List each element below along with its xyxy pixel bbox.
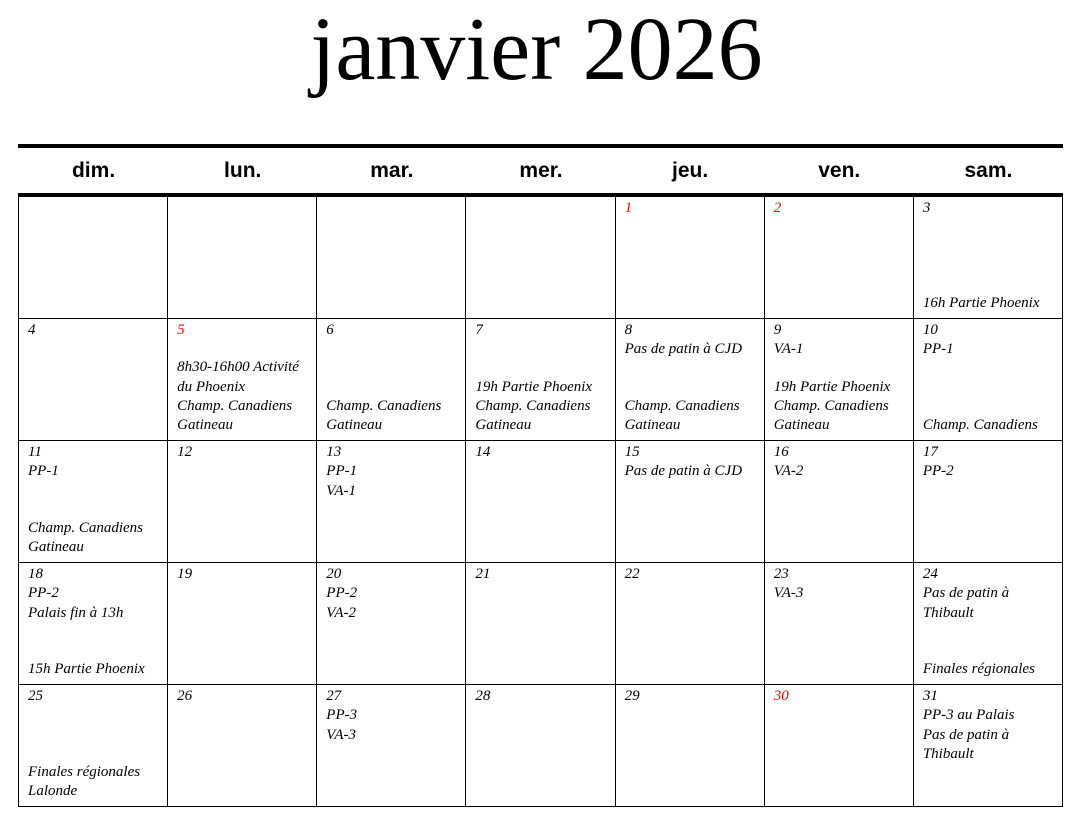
day-cell-12: [168, 441, 317, 563]
day-bottom-notes: [326, 397, 462, 436]
day-bottom-notes: [28, 763, 164, 802]
day-number: 24: [922, 566, 938, 582]
day-cell-14: [466, 441, 615, 563]
event-line: VA-1: [773, 341, 804, 358]
event-line: Gatineau: [475, 417, 532, 434]
day-top-notes: [177, 443, 313, 462]
weekday-friday: ven.: [818, 159, 861, 182]
day-number: 14: [475, 444, 491, 460]
day-number: 25: [28, 688, 43, 704]
event-line: 15h Partie Phoenix: [28, 661, 145, 678]
event-line: Pas de patin à CJD: [624, 463, 743, 480]
empty-day-cell: [317, 197, 466, 319]
day-top-notes: [625, 443, 761, 482]
day-number: 23: [773, 566, 789, 582]
event-line: 16h Partie Phoenix: [922, 295, 1040, 312]
day-cell-1: [616, 197, 765, 319]
event-line: VA-2: [326, 604, 356, 621]
day-top-notes: [475, 321, 611, 340]
day-bottom-notes: [923, 294, 1059, 313]
day-number: 19: [177, 566, 193, 582]
day-number: 18: [28, 566, 43, 582]
event-line: Finales régionales: [28, 763, 141, 780]
weekday-tuesday: mar.: [370, 159, 414, 182]
day-cell-2: [765, 197, 914, 319]
event-line: Pas de patin à: [922, 726, 1010, 743]
day-top-notes: [923, 321, 1059, 360]
day-number: 29: [624, 688, 640, 704]
event-line: Champ. Canadiens: [922, 417, 1038, 434]
event-line: Finales régionales: [922, 661, 1035, 678]
day-top-notes: [923, 687, 1059, 764]
day-number: 27: [326, 688, 342, 704]
day-number: 16: [773, 444, 789, 460]
day-number: 17: [922, 444, 938, 460]
day-top-notes: [326, 565, 462, 623]
day-cell-18: [19, 563, 168, 685]
day-number: 26: [177, 688, 193, 704]
day-cell-28: [466, 685, 615, 807]
day-top-notes: [475, 565, 611, 584]
event-line: Gatineau: [773, 417, 830, 434]
event-line: VA-2: [773, 463, 804, 480]
day-top-notes: [625, 321, 761, 360]
day-cell-3: [914, 197, 1063, 319]
event-line: Pas de patin à CJD: [624, 341, 743, 358]
day-number: 15: [624, 444, 640, 460]
day-bottom-notes: [475, 378, 611, 436]
day-bottom-notes: [923, 416, 1059, 435]
day-number: 30: [773, 688, 789, 704]
day-top-notes: [923, 565, 1059, 623]
event-line: 19h Partie Phoenix: [475, 378, 593, 395]
day-cell-11: [19, 441, 168, 563]
day-cell-6: [317, 319, 466, 441]
weekday-header-row: [19, 148, 1063, 193]
day-top-notes: [177, 565, 313, 584]
day-cell-10: [914, 319, 1063, 441]
day-cell-9: [765, 319, 914, 441]
event-line: VA-3: [773, 585, 804, 602]
day-top-notes: [774, 687, 910, 706]
day-cell-26: [168, 685, 317, 807]
event-line: 19h Partie Phoenix: [773, 378, 891, 395]
event-line: VA-3: [326, 726, 356, 743]
day-top-notes: [774, 443, 910, 482]
day-cell-27: [317, 685, 466, 807]
day-number: 31: [922, 688, 938, 704]
day-number: 22: [624, 566, 640, 582]
event-line: Gatineau: [326, 417, 383, 434]
day-cell-15: [616, 441, 765, 563]
day-bottom-notes: [177, 358, 313, 435]
weekday-thursday: jeu.: [672, 159, 709, 182]
event-line: PP-1: [326, 463, 358, 480]
event-line: Palais fin à 13h: [28, 604, 124, 621]
day-cell-24: [914, 563, 1063, 685]
day-cell-31: [914, 685, 1063, 807]
day-number: 1: [624, 200, 633, 216]
day-number: 5: [177, 322, 185, 338]
event-line: PP-2: [326, 585, 358, 602]
day-number: 3: [922, 200, 931, 216]
day-top-notes: [475, 687, 611, 706]
day-top-notes: [923, 443, 1059, 482]
calendar-grid: [18, 197, 1063, 807]
day-top-notes: [28, 443, 164, 482]
weekday-saturday: sam.: [964, 159, 1013, 182]
event-line: PP-2: [28, 585, 59, 602]
event-line: Gatineau: [28, 539, 84, 556]
day-bottom-notes: [28, 519, 164, 558]
day-cell-8: [616, 319, 765, 441]
day-number: 7: [475, 322, 483, 338]
event-line: Gatineau: [624, 417, 681, 434]
day-cell-30: [765, 685, 914, 807]
day-cell-22: [616, 563, 765, 685]
weekday-wednesday: mer.: [519, 159, 563, 182]
day-top-notes: [625, 687, 761, 706]
day-top-notes: [326, 321, 462, 340]
event-line: Champ. Canadiens: [624, 397, 740, 414]
event-line: 8h30-16h00 Activité: [177, 359, 299, 376]
weekday-sunday: dim.: [71, 159, 116, 182]
day-number: 13: [326, 444, 342, 460]
day-top-notes: [177, 321, 313, 340]
event-line: Gatineau: [177, 417, 233, 434]
event-line: Thibault: [922, 604, 974, 621]
day-number: 8: [624, 322, 633, 338]
day-cell-7: [466, 319, 615, 441]
day-cell-25: [19, 685, 168, 807]
day-cell-29: [616, 685, 765, 807]
day-number: 4: [28, 322, 36, 338]
event-line: Champ. Canadiens: [177, 397, 293, 414]
event-line: PP-3: [326, 707, 358, 724]
day-top-notes: [28, 565, 164, 623]
event-line: PP-3 au Palais: [922, 707, 1015, 724]
calendar-title: janvier 2026: [310, 0, 763, 99]
event-line: Champ. Canadiens: [28, 519, 144, 536]
day-number: 11: [28, 444, 42, 460]
day-top-notes: [625, 199, 761, 218]
day-number: 20: [326, 566, 342, 582]
day-cell-20: [317, 563, 466, 685]
empty-day-cell: [466, 197, 615, 319]
event-line: Champ. Canadiens: [326, 397, 442, 414]
event-line: PP-2: [922, 463, 954, 480]
day-number: 10: [922, 322, 938, 338]
day-top-notes: [28, 321, 164, 340]
day-cell-16: [765, 441, 914, 563]
event-line: Champ. Canadiens: [773, 397, 889, 414]
day-number: 2: [773, 200, 782, 216]
day-bottom-notes: [774, 378, 910, 436]
day-bottom-notes: [923, 660, 1059, 679]
day-cell-23: [765, 563, 914, 685]
day-cell-5: [168, 319, 317, 441]
event-line: PP-1: [922, 341, 954, 358]
empty-day-cell: [19, 197, 168, 319]
weekday-monday: lun.: [224, 159, 262, 182]
day-number: 21: [475, 566, 491, 582]
event-line: Lalonde: [28, 783, 78, 800]
event-line: VA-1: [326, 482, 356, 499]
day-top-notes: [774, 565, 910, 604]
day-cell-13: [317, 441, 466, 563]
day-number: 9: [773, 322, 782, 338]
event-line: Champ. Canadiens: [475, 397, 591, 414]
day-top-notes: [326, 443, 462, 501]
day-top-notes: [774, 199, 910, 218]
day-top-notes: [774, 321, 910, 360]
day-cell-4: [19, 319, 168, 441]
day-top-notes: [326, 687, 462, 745]
day-top-notes: [177, 687, 313, 706]
day-number: 28: [475, 688, 491, 704]
day-bottom-notes: [625, 397, 761, 436]
event-line: PP-1: [28, 463, 59, 480]
day-top-notes: [625, 565, 761, 584]
event-line: Thibault: [922, 745, 974, 762]
day-cell-21: [466, 563, 615, 685]
empty-day-cell: [168, 197, 317, 319]
day-number: 12: [177, 444, 193, 460]
day-cell-17: [914, 441, 1063, 563]
day-bottom-notes: [28, 660, 164, 679]
event-line: du Phoenix: [177, 378, 246, 395]
day-cell-19: [168, 563, 317, 685]
day-top-notes: [923, 199, 1059, 218]
day-top-notes: [28, 687, 164, 706]
day-number: 6: [326, 322, 334, 338]
event-line: Pas de patin à: [922, 585, 1010, 602]
day-top-notes: [475, 443, 611, 462]
